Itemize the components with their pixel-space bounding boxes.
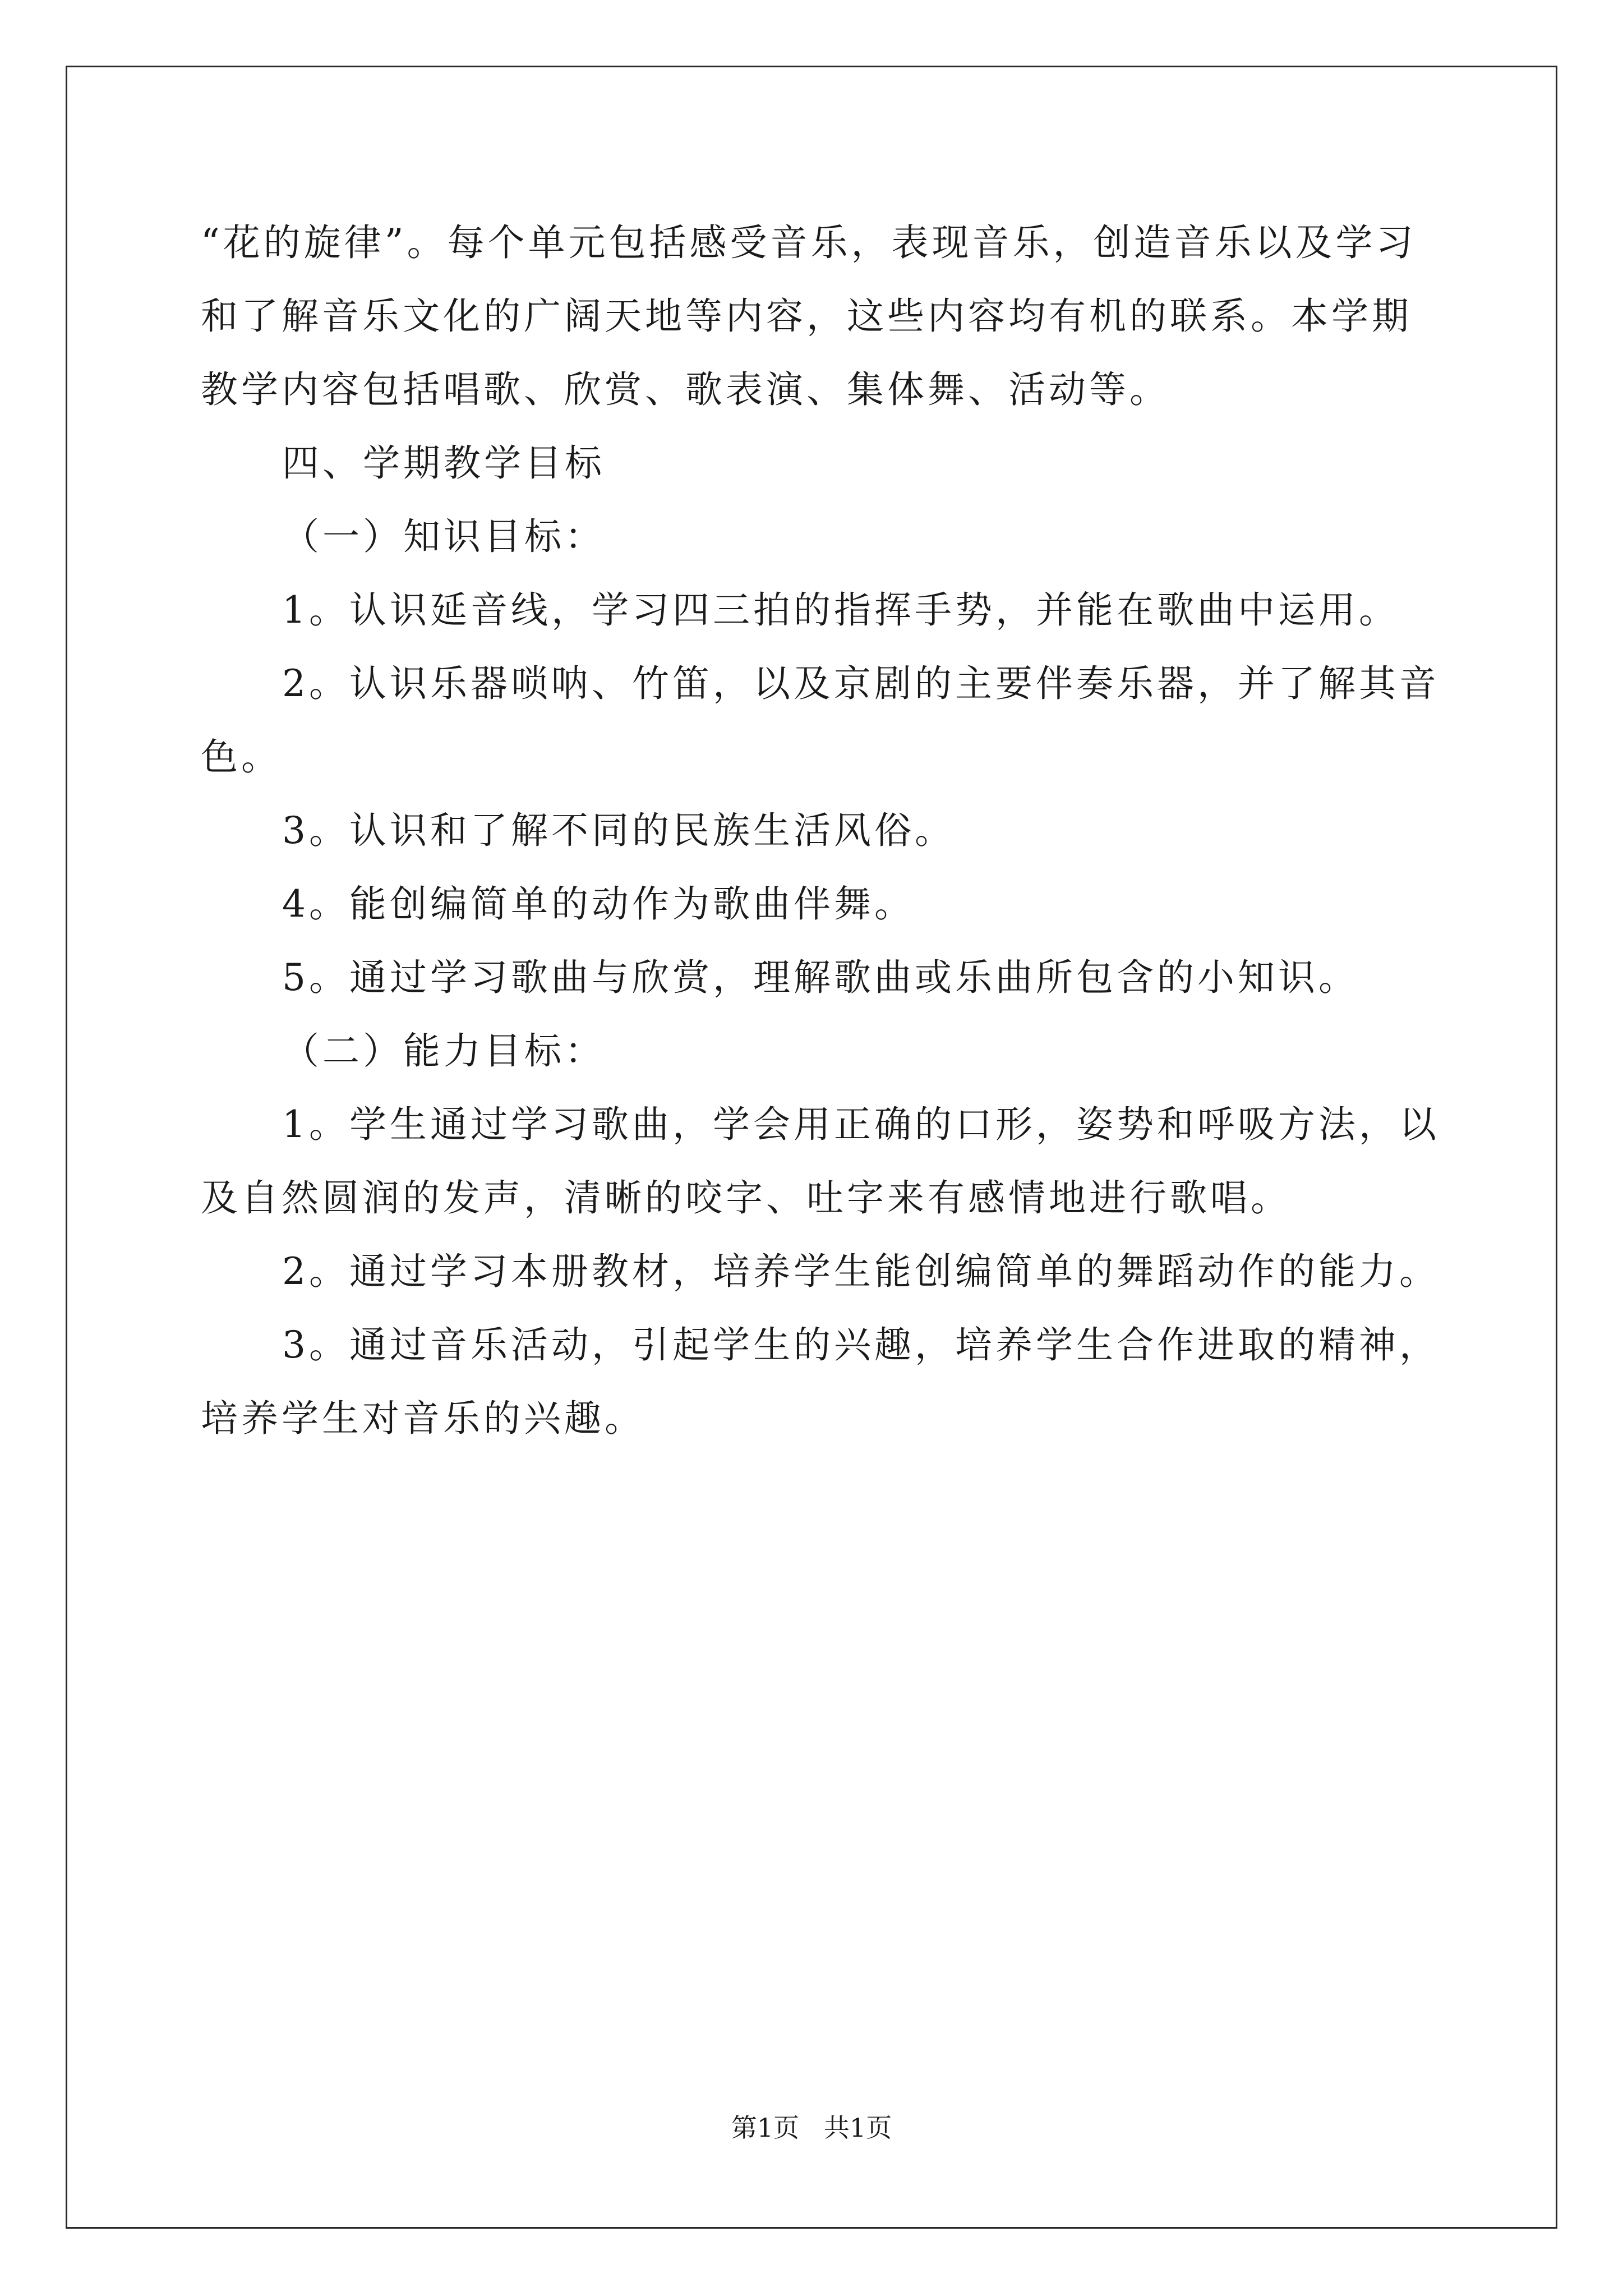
text-line: 2。通过学习本册教材，培养学生能创编简单的舞蹈动作的能力。 [282,1250,1440,1293]
text-line: 4。能创编简单的动作为歌曲伴舞。 [282,882,915,926]
text-line: 四、学期教学目标 [282,441,605,485]
text-line: 色。 [201,735,282,779]
text-line: 1。认识延音线，学习四三拍的指挥手势，并能在歌曲中运用。 [282,588,1399,632]
text-line: 1。学生通过学习歌曲，学会用正确的口形，姿势和呼吸方法，以 [282,1103,1440,1146]
text-line: “花的旋律”。每个单元包括感受音乐，表现音乐，创造音乐以及学习 [201,221,1417,264]
text-line: 3。通过音乐活动，引起学生的兴趣，培养学生合作进取的精神， [282,1323,1440,1366]
text-line: 教学内容包括唱歌、欣赏、歌表演、集体舞、活动等。 [201,368,1170,411]
text-line: （二）能力目标： [282,1029,605,1073]
text-line: 5。通过学习歌曲与欣赏，理解歌曲或乐曲所包含的小知识。 [282,956,1359,999]
text-line: 2。认识乐器唢呐、竹笛，以及京剧的主要伴奏乐器，并了解其音 [282,662,1440,705]
text-line: 3。认识和了解不同的民族生活风俗。 [282,809,955,852]
text-line: （一）知识目标： [282,515,605,558]
text-line: 和了解音乐文化的广阔天地等内容，这些内容均有机的联系。本学期 [201,295,1412,338]
page-footer: 第1页 共1页 [731,2113,892,2143]
text-line: 培养学生对音乐的兴趣。 [201,1397,645,1440]
text-line: 及自然圆润的发声，清晰的咬字、吐字来有感情地进行歌唱。 [201,1176,1291,1220]
